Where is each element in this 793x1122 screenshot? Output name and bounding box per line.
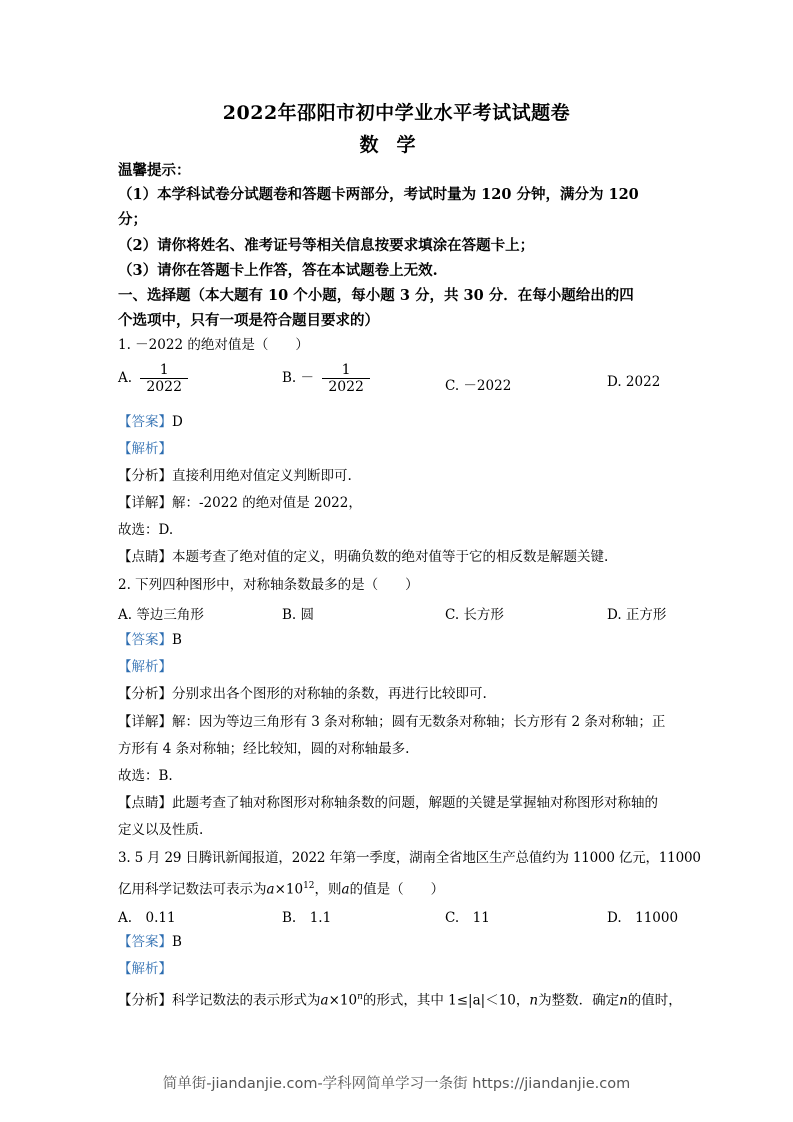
q1-option-b [282, 362, 374, 395]
xiangjie-tag: 【详解】 [118, 714, 172, 730]
fenxi-text: 直接利用绝对值定义判断即可. [172, 468, 352, 484]
section1-line2: 个选项中，只有一项是符合题目要求的） [118, 312, 379, 329]
page-title: 2022年邵阳市初中学业水平考试试题卷 [222, 102, 571, 124]
q2-answer [118, 631, 678, 649]
notice-item-1a: （1）本学科试卷分试题卷和答题卡两部分，考试时量为 120 分钟，满分为 120 [118, 186, 639, 203]
q3-stem-text: 亿用科学记数法可表示为 [118, 881, 267, 898]
q3-option-b: B. 1.1 [282, 910, 332, 926]
q3-stem-text: 的值是（ ） [349, 881, 445, 898]
q2-option-a: A. 等边三角形 [118, 607, 204, 623]
math-var-a: a [266, 881, 275, 898]
dianjing-text: 本题考查了绝对值的定义，明确负数的绝对值等于它的相反数是解题关键. [172, 549, 609, 565]
math-exponent: 12 [303, 881, 315, 891]
q1-option-c: C. －2022 [445, 378, 512, 394]
answer-tag: 【答案】 [118, 934, 172, 950]
notice-item-1b: 分； [118, 211, 147, 228]
q1-option-b-label: B. [282, 370, 297, 386]
q3-stem-a: 3. 5 月 29 日腾讯新闻报道，2022 年第一季度，湖南全省地区生产总值约为 11000 亿元，11000 [118, 850, 701, 866]
math-times-ten: ×10 [274, 881, 304, 898]
q1-option-d: D. 2022 [607, 374, 661, 390]
q2-dianjing-b: 定义以及性质. [118, 822, 204, 838]
q1-guxuan: 故选：D. [118, 522, 174, 538]
q3-answer [118, 933, 678, 951]
notice-heading: 温馨提示： [118, 162, 191, 179]
dianjing-tag: 【点睛】 [118, 795, 172, 811]
q1-option-a-fraction [140, 362, 188, 395]
q2-xiangjie-a [118, 713, 678, 731]
q3-option-c: C. 11 [445, 910, 490, 926]
fenxi-tag: 【分析】 [118, 686, 172, 702]
q1-answer [118, 413, 678, 431]
q1-option-a-label: A. [118, 370, 133, 386]
q2-analysis-tag [118, 658, 678, 676]
q1-option-b-fraction [322, 362, 370, 395]
q3-option-a: A. 0.11 [118, 910, 176, 926]
fraction-denominator: 2022 [322, 378, 370, 395]
q3-fenxi [118, 988, 682, 1010]
fenxi-tag: 【分析】 [118, 468, 172, 484]
answer-tag: 【答案】 [118, 632, 172, 648]
answer-value: D [172, 414, 183, 430]
fraction-denominator: 2022 [140, 378, 188, 395]
q1-fenxi [118, 467, 678, 485]
q3-option-d: D. 11000 [607, 910, 679, 926]
q3-stem-b [118, 877, 678, 899]
q3-analysis-tag [118, 960, 678, 978]
fenxi-text: 的形式，其中 1≤|a|＜10， [362, 992, 530, 1009]
q2-dianjing-a [118, 794, 678, 812]
q2-xiangjie-b: 方形有 4 条对称轴；经比较知，圆的对称轴最多. [118, 741, 410, 757]
math-var-a: a [320, 992, 329, 1009]
notice-item-3: （3）请你在答题卡上作答，答在本试题卷上无效. [118, 262, 438, 279]
q2-option-d: D. 正方形 [607, 607, 667, 623]
section1-line1: 一、选择题（本大题有 10 个小题，每小题 3 分，共 30 分．在每小题给出的四 [118, 287, 634, 304]
fenxi-tag: 【分析】 [118, 992, 172, 1009]
analysis-tag: 【解析】 [118, 659, 172, 675]
fenxi-text: 的值时， [627, 992, 682, 1009]
math-var-n: n [529, 992, 539, 1009]
q1-xiangjie [118, 494, 678, 512]
q2-guxuan: 故选：B. [118, 768, 173, 784]
dianjing-text: 此题考查了轴对称图形对称轴条数的问题，解题的关键是掌握轴对称图形对称轴的 [172, 795, 658, 811]
q1-dianjing [118, 548, 678, 566]
analysis-tag: 【解析】 [118, 961, 172, 977]
fraction-numerator: 1 [341, 362, 351, 378]
fenxi-text: 为整数．确定 [538, 992, 620, 1009]
xiangjie-text: 解：-2022 的绝对值是 2022， [172, 495, 362, 511]
q2-option-b: B. 圆 [282, 607, 315, 623]
q2-stem: 2. 下列四种图形中，对称轴条数最多的是（ ） [118, 577, 419, 593]
analysis-tag: 【解析】 [118, 441, 172, 457]
q1-analysis-tag [118, 440, 678, 458]
fenxi-text: 分别求出各个图形的对称轴的条数，再进行比较即可. [172, 686, 487, 702]
fraction-numerator: 1 [159, 362, 169, 378]
q1-option-b-sign: － [300, 370, 315, 386]
xiangjie-tag: 【详解】 [118, 495, 172, 511]
answer-tag: 【答案】 [118, 414, 172, 430]
dianjing-tag: 【点睛】 [118, 549, 172, 565]
fenxi-text: 科学记数法的表示形式为 [172, 992, 321, 1009]
q1-stem: 1. －2022 的绝对值是（ ） [118, 337, 309, 353]
subject-title: 数学 [359, 134, 434, 156]
notice-item-2: （2）请你将姓名、准考证号等相关信息按要求填涂在答题卡上； [118, 237, 535, 254]
math-var-n: n [619, 992, 628, 1009]
footer-watermark: 简单街-jiandanjie.com-学科网简单学习一条街 https://jiandanjie.com [162, 1076, 631, 1092]
q2-option-c: C. 长方形 [445, 607, 504, 623]
answer-value: B [172, 632, 182, 648]
q3-stem-text: ，则 [314, 881, 342, 898]
math-exponent: n [357, 992, 363, 1002]
xiangjie-text: 解：因为等边三角形有 3 条对称轴；圆有无数条对称轴；长方形有 2 条对称轴；正 [172, 714, 666, 730]
q1-option-a [118, 362, 192, 395]
q2-fenxi [118, 685, 678, 703]
math-var-a: a [341, 881, 350, 898]
answer-value: B [172, 934, 182, 950]
math-times-ten: ×10 [328, 992, 358, 1009]
